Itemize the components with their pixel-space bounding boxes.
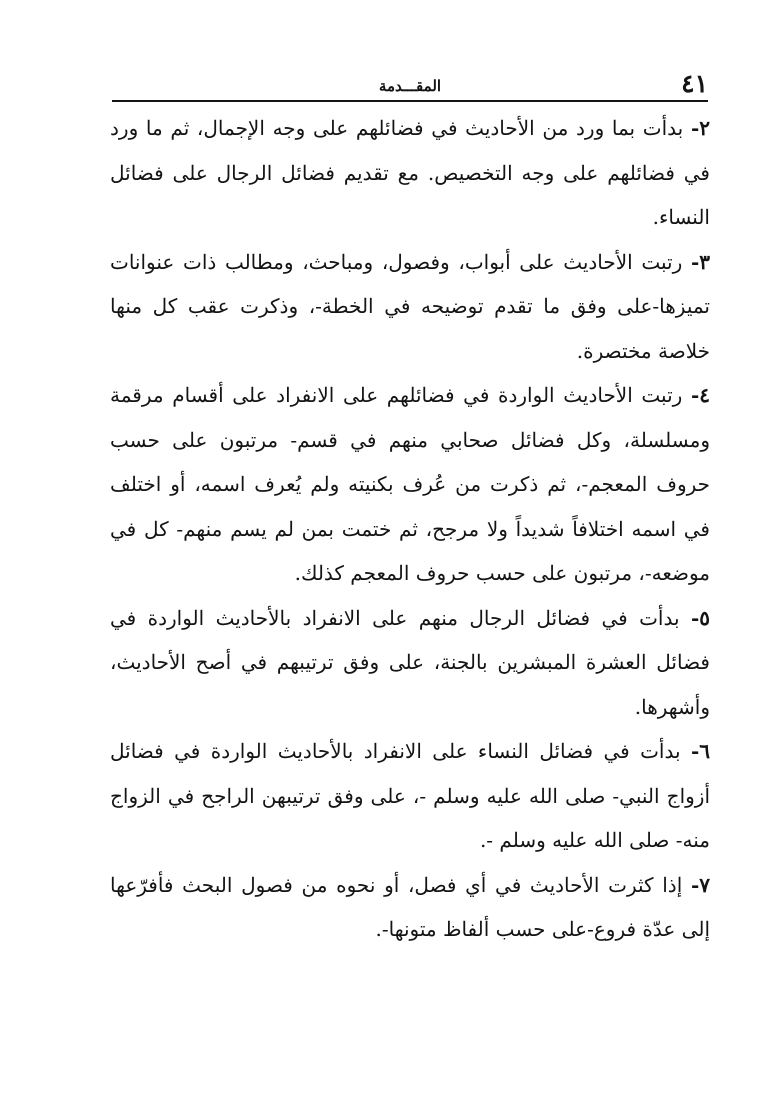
- paragraph-item-5: [110, 596, 710, 730]
- paragraph-item-4: [110, 373, 710, 596]
- paragraph-item-2: [110, 106, 710, 240]
- item-number: ٥-: [690, 605, 711, 630]
- item-number: ٧-: [690, 872, 711, 897]
- running-title: المقـــدمة: [378, 77, 442, 95]
- item-number: ٢-: [690, 116, 710, 140]
- item-text: رتبت الأحاديث على أبواب، وفصول، ومباحث، ومطالب ذات عنوانات تميزها-على وفق ما تقدم توضيحه في الخطة-، وذكرت عقب كل منها خلاصة مختصرة.: [110, 249, 710, 363]
- item-text: بدأت بما ورد من الأحاديث في فضائلهم على وجه الإجمال، ثم ما ورد في فضائلهم على وجه التخصيص. مع تقديم فضائل الرجال على فضائل النساء.: [110, 116, 710, 229]
- page-header: [112, 62, 708, 102]
- item-number: ٦-: [690, 739, 710, 763]
- paragraph-item-3: [110, 240, 710, 374]
- item-text: بدأت في فضائل النساء على الانفراد بالأحاديث الواردة في فضائل أزواج النبي- صلى الله عليه وسلم -، على وفق ترتيبهن الراجح في الزواج منه- صلى الله عليه وسلم -.: [110, 739, 710, 852]
- item-number: ٣-: [690, 249, 710, 274]
- body-text: [110, 106, 710, 952]
- item-text: بدأت في فضائل الرجال منهم على الانفراد بالأحاديث الواردة في فضائل العشرة المبشرين بالجنة، على وفق ترتيبهم في أصح الأحاديث، وأشهرها.: [110, 605, 710, 719]
- page-number: ٤١: [681, 69, 708, 98]
- item-text: رتبت الأحاديث الواردة في فضائلهم على الانفراد على أقسام مرقمة ومسلسلة، وكل فضائل صحابي منهم في قسم- مرتبون على حسب حروف المعجم-، ثم ذكرت من عُرف بكنيته ولم يُعرف اسمه، أو اختلف في اسمه اختلافاً شديداً ولا مرجح، ثم ختمت بمن لم يسم منهم- كل في موضعه-، مرتبون على حسب حروف المعجم كذلك.: [110, 383, 710, 585]
- paragraph-item-7: [110, 863, 710, 952]
- paragraph-item-6: [110, 729, 710, 863]
- item-text: إذا كثرت الأحاديث في أي فصل، أو نحوه من فصول البحث فأفرّعها إلى عدّة فروع-على حسب ألفاظ متونها-.: [110, 872, 710, 941]
- item-number: ٤-: [690, 383, 711, 407]
